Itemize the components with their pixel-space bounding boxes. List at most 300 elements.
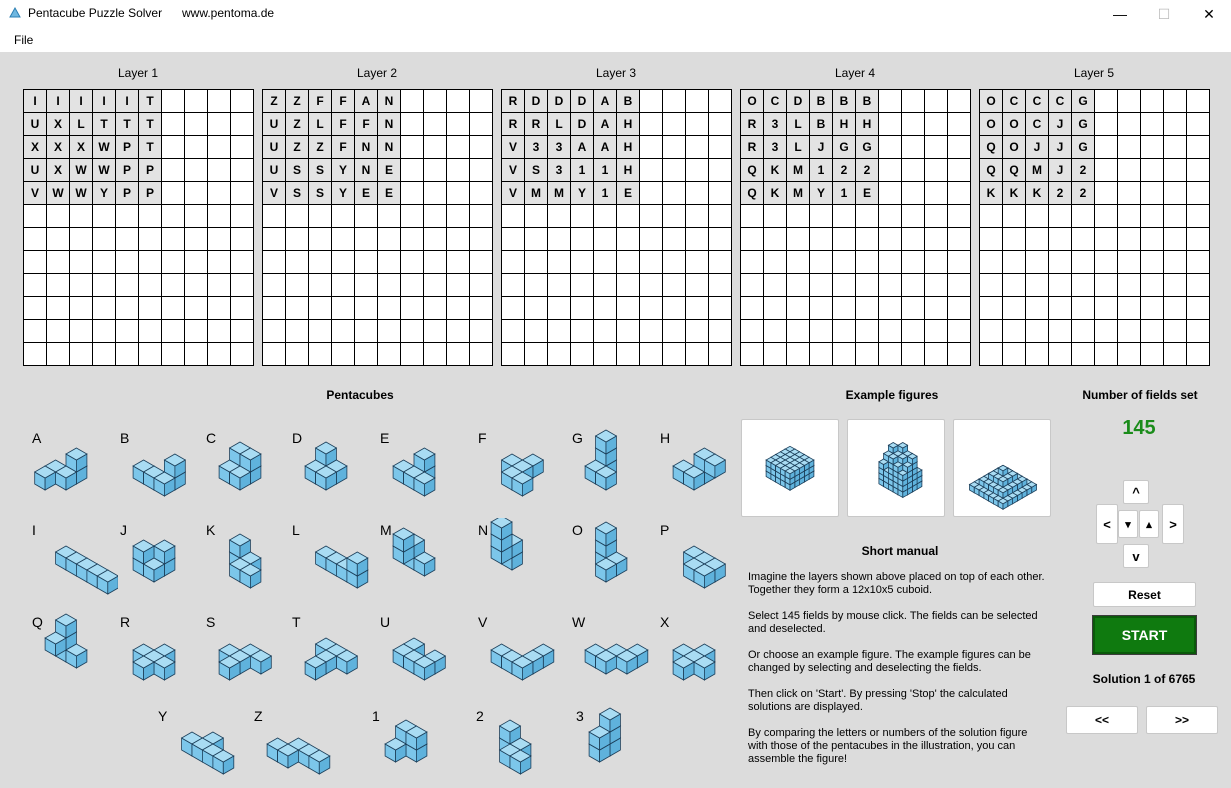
grid-cell[interactable] [787, 228, 810, 251]
grid-cell[interactable] [355, 343, 378, 366]
grid-cell[interactable] [1187, 159, 1210, 182]
grid-cell[interactable] [286, 251, 309, 274]
grid-cell[interactable] [447, 90, 470, 113]
grid-cell[interactable]: J [1049, 159, 1072, 182]
grid-cell[interactable]: F [332, 136, 355, 159]
grid-cell[interactable] [640, 251, 663, 274]
grid-cell[interactable]: O [1003, 136, 1026, 159]
grid-cell[interactable] [378, 251, 401, 274]
grid-cell[interactable] [286, 343, 309, 366]
grid-cell[interactable]: Q [741, 159, 764, 182]
grid-cell[interactable] [1049, 343, 1072, 366]
grid-cell[interactable] [332, 297, 355, 320]
grid-cell[interactable] [902, 113, 925, 136]
grid-cell[interactable] [47, 205, 70, 228]
grid-cell[interactable]: D [571, 90, 594, 113]
grid-cell[interactable]: Q [980, 136, 1003, 159]
grid-cell[interactable] [1072, 205, 1095, 228]
grid-cell[interactable] [401, 228, 424, 251]
grid-cell[interactable] [24, 228, 47, 251]
grid-cell[interactable] [1164, 136, 1187, 159]
grid-cell[interactable] [424, 320, 447, 343]
next-solution-button[interactable]: >> [1146, 706, 1218, 734]
grid-cell[interactable] [286, 205, 309, 228]
grid-cell[interactable] [231, 159, 254, 182]
grid-cell[interactable] [1141, 136, 1164, 159]
grid-cell[interactable]: V [502, 136, 525, 159]
grid-cell[interactable] [1164, 274, 1187, 297]
layer-down-button[interactable]: ▾ [1118, 510, 1138, 538]
grid-cell[interactable] [231, 90, 254, 113]
grid-cell[interactable] [162, 159, 185, 182]
grid-cell[interactable] [1164, 320, 1187, 343]
grid-cell[interactable] [686, 159, 709, 182]
grid-cell[interactable]: U [24, 159, 47, 182]
grid-cell[interactable]: A [594, 90, 617, 113]
grid-cell[interactable] [1049, 297, 1072, 320]
grid-cell[interactable] [640, 228, 663, 251]
grid-cell[interactable] [617, 297, 640, 320]
grid-cell[interactable] [833, 297, 856, 320]
grid-cell[interactable] [902, 90, 925, 113]
grid-cell[interactable]: E [378, 159, 401, 182]
grid-cell[interactable]: 2 [1072, 182, 1095, 205]
grid-cell[interactable] [332, 274, 355, 297]
grid-cell[interactable] [948, 343, 971, 366]
grid-cell[interactable] [355, 228, 378, 251]
grid-cell[interactable] [116, 343, 139, 366]
grid-cell[interactable]: P [116, 182, 139, 205]
grid-cell[interactable] [741, 228, 764, 251]
grid-cell[interactable] [208, 136, 231, 159]
grid-cell[interactable]: K [764, 159, 787, 182]
grid-cell[interactable] [787, 274, 810, 297]
grid-cell[interactable] [1072, 320, 1095, 343]
grid-cell[interactable] [424, 251, 447, 274]
grid-cell[interactable] [833, 205, 856, 228]
grid-cell[interactable]: Q [980, 159, 1003, 182]
grid-cell[interactable] [139, 343, 162, 366]
grid-cell[interactable] [93, 343, 116, 366]
grid-cell[interactable] [116, 297, 139, 320]
grid-cell[interactable] [571, 251, 594, 274]
grid-cell[interactable]: Y [332, 159, 355, 182]
grid-cell[interactable] [424, 297, 447, 320]
grid-cell[interactable]: Y [571, 182, 594, 205]
grid-cell[interactable] [1095, 136, 1118, 159]
grid-cell[interactable] [810, 343, 833, 366]
grid-cell[interactable]: Z [309, 136, 332, 159]
grid-cell[interactable] [1187, 228, 1210, 251]
grid-cell[interactable]: N [378, 113, 401, 136]
grid-cell[interactable] [1187, 251, 1210, 274]
grid-cell[interactable] [925, 297, 948, 320]
grid-cell[interactable] [1026, 228, 1049, 251]
grid-cell[interactable]: E [378, 182, 401, 205]
grid-cell[interactable]: V [502, 159, 525, 182]
grid-cell[interactable] [709, 297, 732, 320]
grid-cell[interactable] [640, 320, 663, 343]
grid-cell[interactable] [263, 274, 286, 297]
example-cuboid-button[interactable] [741, 419, 839, 517]
grid-cell[interactable] [70, 343, 93, 366]
grid-cell[interactable] [286, 320, 309, 343]
grid-cell[interactable] [162, 251, 185, 274]
grid-cell[interactable] [879, 113, 902, 136]
grid-cell[interactable] [162, 320, 185, 343]
grid-cell[interactable]: G [1072, 136, 1095, 159]
menu-file[interactable]: File [14, 33, 34, 47]
grid-cell[interactable] [116, 320, 139, 343]
grid-cell[interactable] [447, 182, 470, 205]
grid-cell[interactable] [810, 251, 833, 274]
grid-cell[interactable]: M [787, 159, 810, 182]
grid-cell[interactable] [663, 320, 686, 343]
grid-cell[interactable] [139, 228, 162, 251]
grid-cell[interactable] [332, 343, 355, 366]
grid-cell[interactable] [640, 159, 663, 182]
grid-cell[interactable] [948, 274, 971, 297]
grid-cell[interactable] [502, 228, 525, 251]
grid-cell[interactable]: J [1049, 136, 1072, 159]
grid-cell[interactable]: X [47, 113, 70, 136]
grid-cell[interactable] [925, 113, 948, 136]
grid-cell[interactable] [833, 320, 856, 343]
grid-cell[interactable] [856, 205, 879, 228]
grid-cell[interactable] [162, 228, 185, 251]
grid-cell[interactable] [594, 228, 617, 251]
grid-cell[interactable] [470, 274, 493, 297]
grid-cell[interactable] [309, 343, 332, 366]
grid-cell[interactable] [594, 274, 617, 297]
grid-cell[interactable]: Z [286, 136, 309, 159]
grid-cell[interactable] [1095, 205, 1118, 228]
grid-cell[interactable] [902, 136, 925, 159]
grid-cell[interactable] [787, 320, 810, 343]
grid-cell[interactable]: V [502, 182, 525, 205]
grid-cell[interactable] [1187, 297, 1210, 320]
grid-cell[interactable] [663, 228, 686, 251]
grid-cell[interactable] [525, 320, 548, 343]
grid-cell[interactable]: Q [1003, 159, 1026, 182]
grid-cell[interactable]: N [378, 136, 401, 159]
grid-cell[interactable] [902, 297, 925, 320]
grid-cell[interactable] [1072, 343, 1095, 366]
grid-cell[interactable]: 3 [525, 136, 548, 159]
grid-cell[interactable] [948, 182, 971, 205]
grid-cell[interactable] [1141, 343, 1164, 366]
grid-cell[interactable] [1095, 228, 1118, 251]
grid-cell[interactable] [47, 251, 70, 274]
grid-cell[interactable] [686, 297, 709, 320]
grid-cell[interactable] [879, 90, 902, 113]
grid-cell[interactable] [401, 136, 424, 159]
grid-cell[interactable] [355, 251, 378, 274]
grid-cell[interactable] [447, 205, 470, 228]
grid-cell[interactable] [764, 320, 787, 343]
grid-cell[interactable]: I [116, 90, 139, 113]
grid-cell[interactable] [594, 320, 617, 343]
grid-cell[interactable]: R [741, 136, 764, 159]
grid-cell[interactable] [424, 113, 447, 136]
grid-cell[interactable] [663, 136, 686, 159]
grid-cell[interactable]: 1 [810, 159, 833, 182]
grid-cell[interactable]: C [1026, 90, 1049, 113]
grid-cell[interactable] [925, 182, 948, 205]
grid-cell[interactable]: H [617, 136, 640, 159]
grid-cell[interactable] [879, 343, 902, 366]
grid-cell[interactable] [286, 297, 309, 320]
grid-cell[interactable]: E [355, 182, 378, 205]
grid-cell[interactable] [502, 251, 525, 274]
grid-cell[interactable] [1141, 90, 1164, 113]
grid-cell[interactable] [70, 320, 93, 343]
grid-cell[interactable] [231, 297, 254, 320]
grid-cell[interactable] [1026, 274, 1049, 297]
grid-cell[interactable] [1118, 274, 1141, 297]
grid-cell[interactable] [663, 343, 686, 366]
grid-cell[interactable] [980, 251, 1003, 274]
grid-cell[interactable] [502, 205, 525, 228]
grid-cell[interactable] [640, 90, 663, 113]
move-up-button[interactable]: ^ [1123, 480, 1149, 504]
grid-cell[interactable] [93, 205, 116, 228]
grid-cell[interactable] [1095, 90, 1118, 113]
grid-cell[interactable] [1049, 320, 1072, 343]
grid-cell[interactable] [470, 90, 493, 113]
grid-cell[interactable] [470, 136, 493, 159]
grid-cell[interactable] [548, 274, 571, 297]
grid-cell[interactable] [1026, 251, 1049, 274]
grid-cell[interactable]: T [139, 90, 162, 113]
grid-cell[interactable] [378, 320, 401, 343]
grid-cell[interactable]: D [548, 90, 571, 113]
grid-cell[interactable]: X [47, 159, 70, 182]
grid-cell[interactable]: I [70, 90, 93, 113]
grid-cell[interactable] [1026, 205, 1049, 228]
grid-cell[interactable] [263, 320, 286, 343]
grid-cell[interactable] [401, 205, 424, 228]
grid-cell[interactable] [470, 182, 493, 205]
grid-cell[interactable] [401, 182, 424, 205]
grid-cell[interactable] [594, 343, 617, 366]
grid-cell[interactable] [208, 343, 231, 366]
grid-cell[interactable]: Z [286, 90, 309, 113]
grid-cell[interactable] [571, 297, 594, 320]
grid-cell[interactable] [686, 136, 709, 159]
grid-cell[interactable] [980, 228, 1003, 251]
grid-cell[interactable] [617, 320, 640, 343]
grid-cell[interactable]: F [309, 90, 332, 113]
grid-cell[interactable] [948, 251, 971, 274]
grid-cell[interactable] [925, 90, 948, 113]
grid-cell[interactable] [879, 297, 902, 320]
grid-cell[interactable] [185, 90, 208, 113]
grid-cell[interactable] [902, 182, 925, 205]
grid-cell[interactable]: 1 [594, 159, 617, 182]
grid-cell[interactable] [24, 320, 47, 343]
grid-cell[interactable]: G [833, 136, 856, 159]
layer-up-button[interactable]: ▴ [1139, 510, 1159, 538]
grid-cell[interactable]: Y [93, 182, 116, 205]
maximize-button[interactable]: ☐ [1157, 5, 1171, 22]
grid-cell[interactable] [1187, 320, 1210, 343]
grid-cell[interactable] [1118, 182, 1141, 205]
grid-cell[interactable] [640, 297, 663, 320]
grid-cell[interactable] [162, 297, 185, 320]
grid-cell[interactable] [401, 343, 424, 366]
grid-cell[interactable]: D [525, 90, 548, 113]
grid-cell[interactable] [185, 205, 208, 228]
grid-cell[interactable] [856, 228, 879, 251]
grid-cell[interactable] [185, 159, 208, 182]
grid-cell[interactable] [185, 297, 208, 320]
grid-cell[interactable]: S [525, 159, 548, 182]
grid-cell[interactable] [709, 182, 732, 205]
grid-cell[interactable] [355, 297, 378, 320]
grid-cell[interactable] [185, 113, 208, 136]
grid-cell[interactable]: B [833, 90, 856, 113]
grid-cell[interactable] [162, 113, 185, 136]
grid-cell[interactable] [525, 343, 548, 366]
grid-cell[interactable]: P [116, 159, 139, 182]
grid-cell[interactable] [424, 274, 447, 297]
grid-cell[interactable] [378, 343, 401, 366]
grid-cell[interactable] [709, 205, 732, 228]
grid-cell[interactable] [1118, 320, 1141, 343]
grid-cell[interactable] [1141, 228, 1164, 251]
grid-cell[interactable] [663, 251, 686, 274]
grid-cell[interactable] [686, 274, 709, 297]
grid-cell[interactable]: D [571, 113, 594, 136]
grid-cell[interactable] [139, 320, 162, 343]
grid-cell[interactable] [401, 251, 424, 274]
grid-cell[interactable] [833, 251, 856, 274]
grid-cell[interactable] [401, 113, 424, 136]
grid-cell[interactable] [309, 274, 332, 297]
grid-cell[interactable] [709, 136, 732, 159]
move-down-button[interactable]: v [1123, 544, 1149, 568]
grid-cell[interactable] [1118, 251, 1141, 274]
grid-cell[interactable] [1118, 159, 1141, 182]
grid-cell[interactable] [1164, 297, 1187, 320]
grid-cell[interactable]: 1 [833, 182, 856, 205]
grid-cell[interactable] [470, 251, 493, 274]
grid-cell[interactable] [185, 274, 208, 297]
grid-cell[interactable] [810, 205, 833, 228]
grid-cell[interactable] [948, 205, 971, 228]
grid-cell[interactable]: Z [263, 90, 286, 113]
grid-cell[interactable] [70, 228, 93, 251]
grid-cell[interactable] [355, 274, 378, 297]
grid-cell[interactable] [948, 228, 971, 251]
grid-cell[interactable] [1141, 274, 1164, 297]
grid-cell[interactable] [1187, 343, 1210, 366]
grid-cell[interactable] [640, 136, 663, 159]
grid-cell[interactable]: Y [332, 182, 355, 205]
grid-cell[interactable] [1003, 205, 1026, 228]
grid-cell[interactable] [1187, 274, 1210, 297]
grid-cell[interactable] [1118, 343, 1141, 366]
grid-cell[interactable] [185, 343, 208, 366]
grid-cell[interactable] [231, 274, 254, 297]
grid-cell[interactable] [208, 297, 231, 320]
grid-cell[interactable] [1164, 159, 1187, 182]
grid-cell[interactable] [902, 251, 925, 274]
grid-cell[interactable] [764, 343, 787, 366]
grid-cell[interactable] [470, 159, 493, 182]
grid-cell[interactable]: C [1049, 90, 1072, 113]
grid-cell[interactable] [401, 274, 424, 297]
grid-cell[interactable] [663, 113, 686, 136]
grid-cell[interactable] [424, 136, 447, 159]
grid-cell[interactable] [640, 205, 663, 228]
grid-cell[interactable] [948, 297, 971, 320]
grid-cell[interactable] [24, 274, 47, 297]
grid-cell[interactable]: L [787, 113, 810, 136]
grid-cell[interactable]: H [833, 113, 856, 136]
grid-cell[interactable] [263, 228, 286, 251]
grid-cell[interactable] [525, 205, 548, 228]
grid-cell[interactable]: A [594, 136, 617, 159]
grid-cell[interactable] [594, 297, 617, 320]
grid-cell[interactable] [116, 228, 139, 251]
grid-cell[interactable] [1187, 136, 1210, 159]
grid-cell[interactable] [571, 274, 594, 297]
grid-cell[interactable] [548, 297, 571, 320]
grid-cell[interactable]: B [856, 90, 879, 113]
grid-cell[interactable] [93, 228, 116, 251]
grid-cell[interactable] [332, 251, 355, 274]
grid-cell[interactable] [263, 343, 286, 366]
grid-cell[interactable] [686, 90, 709, 113]
grid-cell[interactable] [231, 228, 254, 251]
grid-cell[interactable] [686, 205, 709, 228]
grid-cell[interactable]: K [1026, 182, 1049, 205]
grid-cell[interactable] [1072, 251, 1095, 274]
grid-cell[interactable]: W [70, 159, 93, 182]
grid-cell[interactable] [332, 205, 355, 228]
grid-cell[interactable] [185, 320, 208, 343]
grid-cell[interactable] [139, 205, 162, 228]
grid-cell[interactable] [879, 274, 902, 297]
grid-cell[interactable] [1118, 90, 1141, 113]
grid-cell[interactable] [741, 343, 764, 366]
minimize-button[interactable]: — [1113, 6, 1127, 22]
grid-cell[interactable] [309, 320, 332, 343]
grid-cell[interactable] [948, 90, 971, 113]
grid-cell[interactable] [355, 205, 378, 228]
grid-cell[interactable] [686, 182, 709, 205]
grid-cell[interactable]: L [70, 113, 93, 136]
grid-cell[interactable] [231, 251, 254, 274]
grid-cell[interactable]: U [263, 136, 286, 159]
grid-cell[interactable] [709, 228, 732, 251]
grid-cell[interactable] [1049, 274, 1072, 297]
grid-cell[interactable] [980, 320, 1003, 343]
grid-cell[interactable] [116, 274, 139, 297]
grid-cell[interactable] [47, 297, 70, 320]
grid-cell[interactable] [810, 274, 833, 297]
grid-cell[interactable] [1003, 343, 1026, 366]
grid-cell[interactable] [1187, 113, 1210, 136]
grid-cell[interactable] [856, 274, 879, 297]
grid-cell[interactable] [709, 343, 732, 366]
grid-cell[interactable] [93, 297, 116, 320]
grid-cell[interactable] [231, 113, 254, 136]
grid-cell[interactable] [1049, 205, 1072, 228]
grid-cell[interactable] [663, 205, 686, 228]
